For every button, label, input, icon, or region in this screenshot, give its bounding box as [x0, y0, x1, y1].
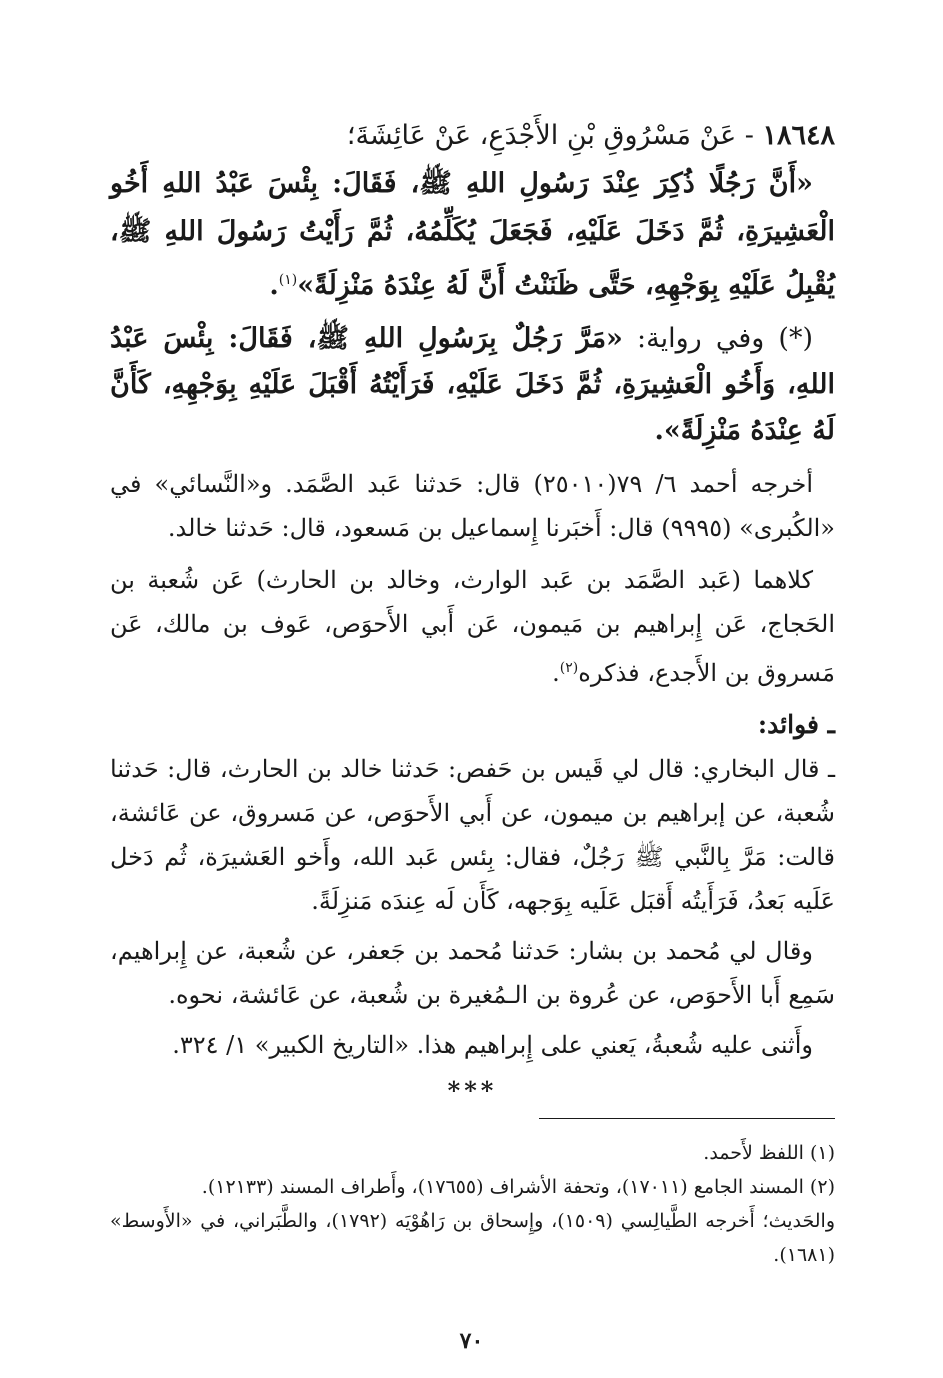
hadith-chain-head: - عَنْ مَسْرُوقِ بْنِ الأَجْدَعِ، عَنْ عَائِشَةَ؛: [346, 120, 754, 151]
hadith-number: ١٨٦٤٨: [762, 120, 835, 151]
section-separator: ***: [447, 1076, 498, 1105]
takhrij-paragraph: أخرجه أحمد ٦/ ٧٩(٢٥٠١٠) قال: حَدثنا عَبد الصَّمَد. و«النَّسائي» في «الكُبرى» (٩٩٩٥) قال: أَخبَرنا إِسماعيل بن مَسعود، قال: حَدثنا خالد.: [110, 470, 835, 542]
footnote-2: (٢) المسند الجامع (١٧٠١١)، وتحفة الأشراف (١٧٦٥٥)، وأَطراف المسند (١٢١٣٣).: [201, 1176, 835, 1198]
footnote-1: (١) اللفظ لأَحمد.: [703, 1142, 835, 1164]
hadith-header: [110, 112, 835, 160]
benefit-item-3: وأَثنى عليه شُعبةُ، يَعني على إِبراهيم هذا. «التاريخ الكبير» ١/ ٣٢٤.: [172, 1031, 813, 1059]
alternate-narration: [110, 316, 835, 454]
footnote-ref-2[interactable]: (٢): [559, 660, 579, 676]
chain-end: .: [552, 659, 560, 687]
benefit-item-1: ـ قال البخاري: قال لي قَيس بن حَفص: حَدثنا خالد بن الحارث، قال: حَدثنا شُعبة، عن إبراهيم بن ميمون، عن أَبي الأَحوَص، عن مَسروق، عن عَائشة، قالت: مَرَّ بِالنَّبي ﷺ رَجُلٌ، فقال: بِئس عَبد الله، وأَخو العَشيرَة، ثُم دَخل عَلَيه بَعدُ، فَرَأَيتُه أَقبَل عَلَيه بِوَجهه، كَأَن لَه عِندَه مَنزِلَةً.: [110, 755, 835, 915]
chain-text: كلاهما (عَبد الصَّمَد بن عَبد الوارث، وخالد بن الحارث) عَن شُعبة بن الحَجاج، عَن إِبراهيم بن مَيمون، عَن أَبي الأَحوَص، عَوف بن مالك، عَن مَسروق بن الأَجدع، فذكره: [110, 566, 835, 687]
footnote-2-continued: والحَديث؛ أَخرجه الطَّيالِسي (١٥٠٩)، وإِسحاق بن رَاهُوْيَه (١٧٩٢)، والطَّبَراني، في «الأَوسط» (١٦٨١).: [110, 1210, 835, 1266]
narration-intro: وفي رواية:: [637, 323, 765, 354]
hadith-text: [110, 160, 835, 310]
footnote-divider: [539, 1118, 835, 1119]
narration-body: «مَرَّ رَجُلٌ بِرَسُولِ اللهِ ﷺ، فَقَالَ: بِئْسَ عَبْدُ اللهِ، وَأَخُو الْعَشِيرَةِ، ثُمَّ دَخَلَ عَلَيْهِ، فَرَأَيْتُهُ أَقْبَلَ عَلَيْهِ بِوَجْهِهِ، كَأَنَّ لَهُ عِنْدَهُ مَنْزِلَةً».: [110, 323, 835, 446]
benefits-title: ـ فوائد:: [757, 710, 835, 739]
hadith-body: «أَنَّ رَجُلًا ذُكِرَ عِنْدَ رَسُولِ اللهِ ﷺ، فَقَالَ: بِئْسَ عَبْدُ اللهِ أَخُو الْعَشِيرَةِ، ثُمَّ دَخَلَ عَلَيْهِ، فَجَعَلَ يُكَلِّمُهُ، ثُمَّ رَأَيْتُ رَسُولَ اللهِ ﷺ، يُقْبِلُ عَلَيْهِ بِوَجْهِهِ، حَتَّى ظَنَنْتُ أَنَّ لَهُ عِنْدَهُ مَنْزِلَةً»: [110, 168, 835, 301]
narration-marker: (*): [778, 323, 813, 354]
page-number: ٧٠: [459, 1328, 484, 1354]
chain-paragraph: [110, 558, 835, 695]
footnotes: [110, 1136, 835, 1272]
benefit-item-2: وقال لي مُحمد بن بشار: حَدثنا مُحمد بن جَعفر، عن شُعبة، عن إِبراهيم، سَمِع أَبا الأَحوَص، عن عُروة بن الـمُغيرة بن شُعبة، عن عَائشة، نحوه.: [110, 937, 835, 1009]
hadith-text-end: .: [269, 270, 279, 301]
footnote-ref-1[interactable]: (١): [278, 272, 298, 288]
